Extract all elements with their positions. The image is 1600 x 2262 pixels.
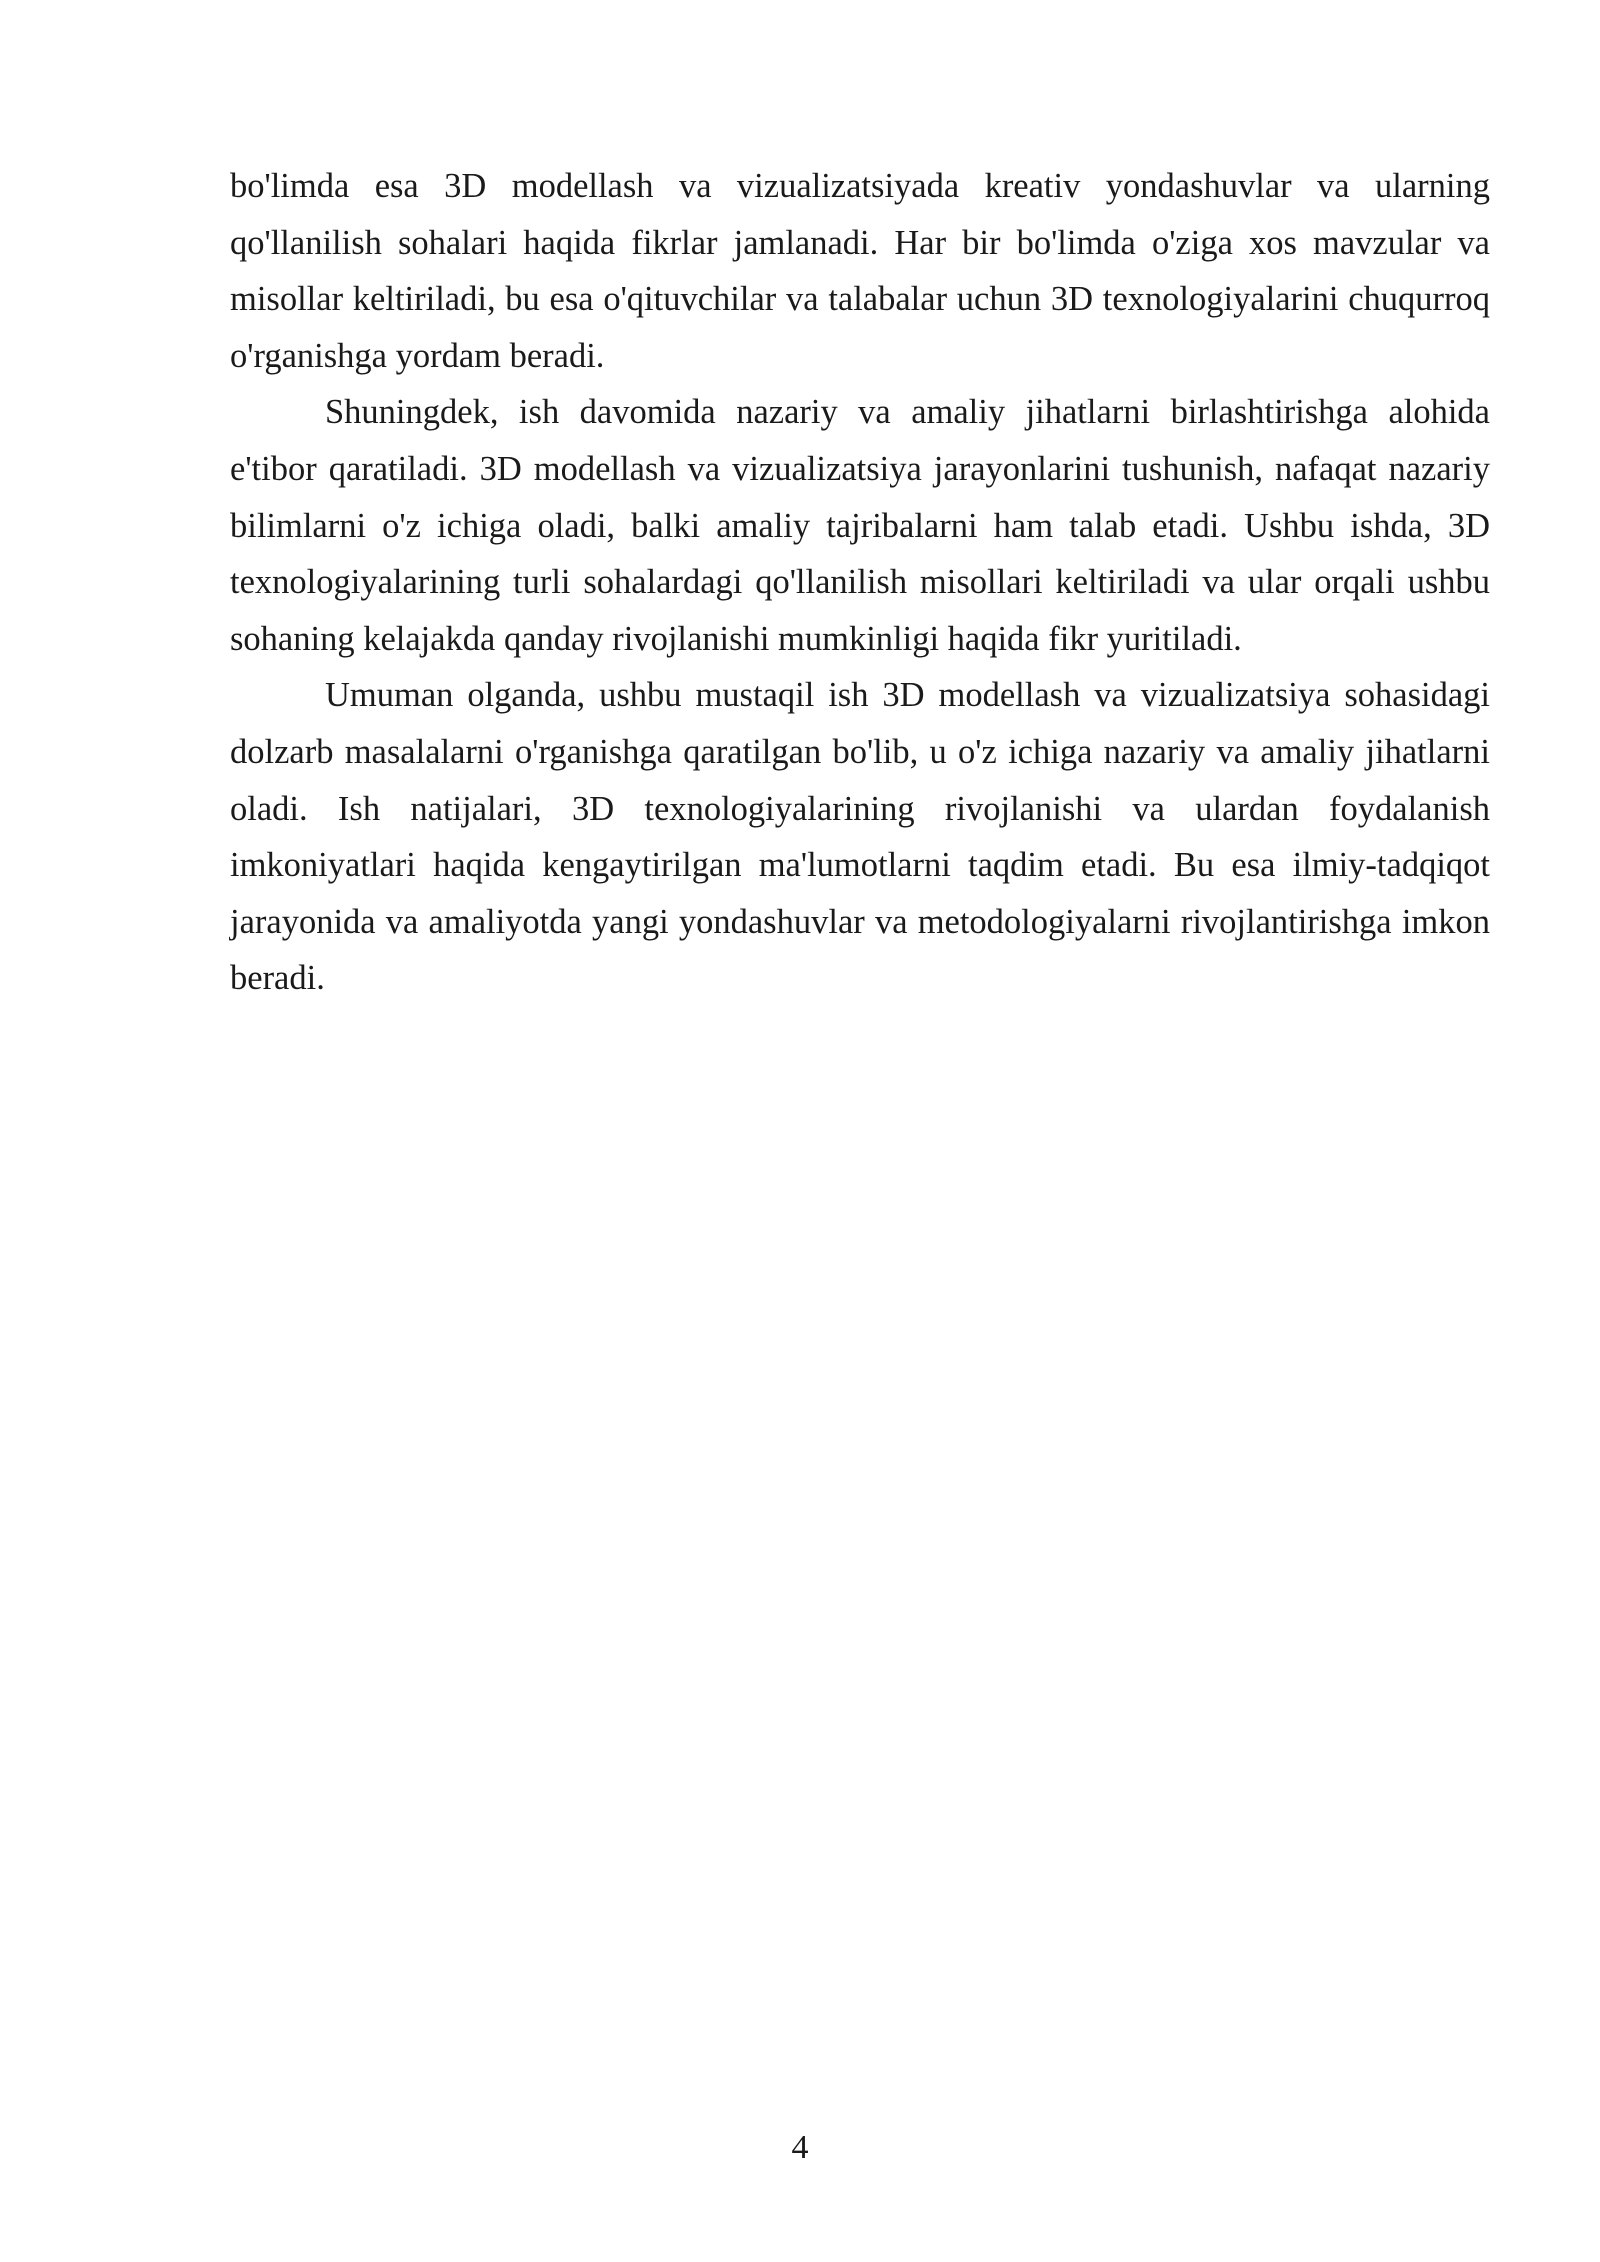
paragraph-umuman: Umuman olganda, ushbu mustaqil ish 3D modellash va vizualizatsiya sohasidagi dolzarb masalalarni o'rganishga qaratilgan bo'lib, u o'z ichiga nazariy va amaliy jihatlarni oladi. Ish natijalari, 3D texnologiyalarining rivojlanishi va ulardan foydalanish imkoniyatlari haqida kengaytirilgan ma'lumotlarni taqdim etadi. Bu esa ilmiy-tadqiqot jarayonida va amaliyotda yangi yondashuvlar va metodologiyalarni rivojlantirishga imkon beradi. — [230, 676, 1490, 998]
paragraph-continuation: bo'limda esa 3D modellash va vizualizatsiyada kreativ yondashuvlar va ularning qo'llanilish sohalari haqida fikrlar jamlanadi. Har bir bo'limda o'ziga xos mavzular va misollar keltiriladi, bu esa o'qituvchilar va talabalar uchun 3D texnologiyalarini chuqurroq o'rganishga yordam beradi. — [230, 167, 1490, 375]
page-number: 4 — [791, 2129, 809, 2166]
body-text — [230, 158, 1490, 1007]
paragraph-shuningdek: Shuningdek, ish davomida nazariy va amaliy jihatlarni birlashtirishga alohida e'tibor qaratiladi. 3D modellash va vizualizatsiya jarayonlarini tushunish, nafaqat nazariy bilimlarni o'z ichiga oladi, balki amaliy tajribalarni ham talab etadi. Ushbu ishda, 3D texnologiyalarining turli sohalardagi qo'llanilish misollari keltiriladi va ular orqali ushbu sohaning kelajakda qanday rivojlanishi mumkinligi haqida fikr yuritiladi. — [230, 393, 1490, 658]
